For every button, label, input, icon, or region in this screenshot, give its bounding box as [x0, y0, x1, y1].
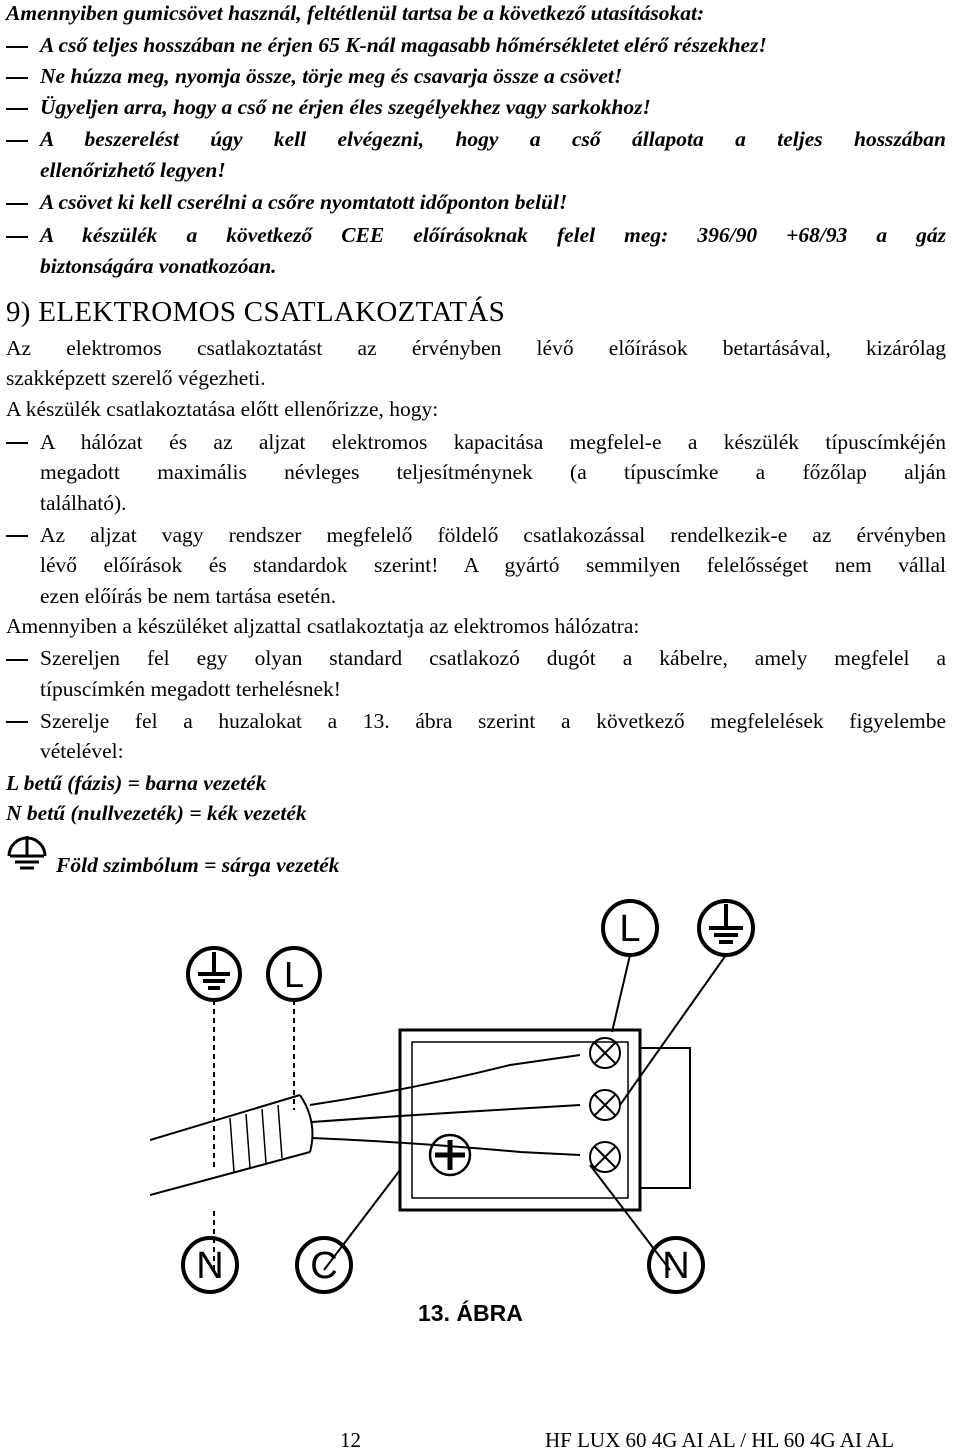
bullet-dash — [6, 442, 28, 444]
bullet-dash — [6, 108, 28, 110]
hose-rule-3: Ügyeljen arra, hogy a cső ne érjen éles szegélyekhez vagy sarkokhoz! — [40, 95, 651, 119]
hose-rule-4-line2: ellenőrizhető legyen! — [40, 158, 226, 182]
para3: Amennyiben a készüléket aljzattal csatlakoztatja az elektromos hálózatra: — [6, 614, 640, 638]
check-2-line3: ezen előírás be nem tartása esetén. — [40, 584, 337, 608]
bullet-dash — [6, 203, 28, 205]
hose-rule-1: A cső teljes hosszában ne érjen 65 K-nál magasabb hőmérsékletet elérő részekhez! — [40, 33, 767, 57]
L-letter-left: L — [283, 954, 305, 995]
section-title: 9) ELEKTROMOS CSATLAKOZTATÁS — [6, 296, 506, 328]
bullet-dash — [6, 659, 28, 661]
earth-symbol-icon — [4, 832, 50, 876]
N-label-circle-left — [183, 1238, 237, 1292]
L-label-circle-left — [268, 948, 320, 1000]
hose-rule-4-line1: A beszerelést úgy kell elvégezni, hogy a cső állapota a teljes hosszában — [40, 127, 946, 151]
check-1-line1: A hálózat és az aljzat elektromos kapacitása megfelel-e a készülék típuscímkéjén — [40, 430, 946, 454]
hose-rule-2: Ne húzza meg, nyomja össze, törje meg és csavarja össze a csövet! — [40, 64, 623, 88]
check-2-line2: lévő előírások és standardok szerint! A gyártó semmilyen felelősséget nem vállal — [40, 553, 946, 577]
figure-caption: 13. ÁBRA — [418, 1300, 523, 1326]
hose-rule-6-line1: A készülék a következő CEE előírásoknak felel meg: 396/90 +68/93 a gáz — [40, 223, 946, 247]
hose-rule-6-line2: biztonságára vonatkozóan. — [40, 254, 277, 278]
L-label-circle-right — [603, 901, 657, 955]
step-1-line2: típuscímkén megadott terhelésnek! — [40, 677, 341, 701]
earth-label-circle — [188, 948, 240, 1000]
step-2-line2: vételével: — [40, 739, 124, 763]
wiring-diagram — [150, 890, 810, 1300]
C-letter: C — [310, 1245, 338, 1287]
bullet-dash — [6, 721, 28, 723]
model-name: HF LUX 60 4G AI AL / HL 60 4G AI AL — [545, 1428, 895, 1452]
N-label-circle-right — [649, 1238, 703, 1292]
wire-earth-legend: Föld szimbólum = sárga vezeték — [56, 853, 340, 877]
bullet-dash — [6, 535, 28, 537]
bullet-dash — [6, 140, 28, 142]
terminal-screw — [590, 1142, 620, 1172]
hose-intro-heading: Amennyiben gumicsövet használ, feltétlenül tartsa be a következő utasításokat: — [6, 1, 705, 25]
check-1-line2: megadott maximális névleges teljesítménynek (a típuscímke a főzőlap alján — [40, 460, 946, 484]
check-1-line3: található). — [40, 491, 127, 515]
para1-line1: Az elektromos csatlakoztatást az érvényben lévő előírások betartásával, kizárólag — [6, 336, 946, 360]
bullet-dash — [6, 77, 28, 79]
para1-line2: szakképzett szerelő végezheti. — [6, 366, 266, 390]
N-letter-right: N — [662, 1245, 690, 1287]
check-2-line1: Az aljzat vagy rendszer megfelelő földelő csatlakozással rendelkezik-e az érvényben — [40, 523, 946, 547]
wire-L-legend: L betű (fázis) = barna vezeték — [6, 771, 267, 795]
hose-rule-5: A csövet ki kell cserélni a csőre nyomtatott időponton belül! — [40, 190, 568, 214]
page-number: 12 — [340, 1428, 361, 1452]
para2: A készülék csatlakoztatása előtt ellenőrizze, hogy: — [6, 397, 439, 421]
wire-N-legend: N betű (nullvezeték) = kék vezeték — [6, 801, 307, 825]
bullet-dash — [6, 46, 28, 48]
step-1-line1: Szereljen fel egy olyan standard csatlakozó dugót a kábelre, amely megfelel a — [40, 646, 946, 670]
step-2-line1: Szerelje fel a huzalokat a 13. ábra szerint a következő megfelelések figyelembe — [40, 709, 946, 733]
clamp-screw — [430, 1135, 470, 1175]
terminal-screw — [590, 1090, 620, 1120]
L-letter-right: L — [619, 908, 641, 950]
C-label-circle — [297, 1238, 351, 1292]
bullet-dash — [6, 236, 28, 238]
earth-label-circle-right — [699, 901, 753, 955]
N-letter-left: N — [196, 1245, 224, 1287]
